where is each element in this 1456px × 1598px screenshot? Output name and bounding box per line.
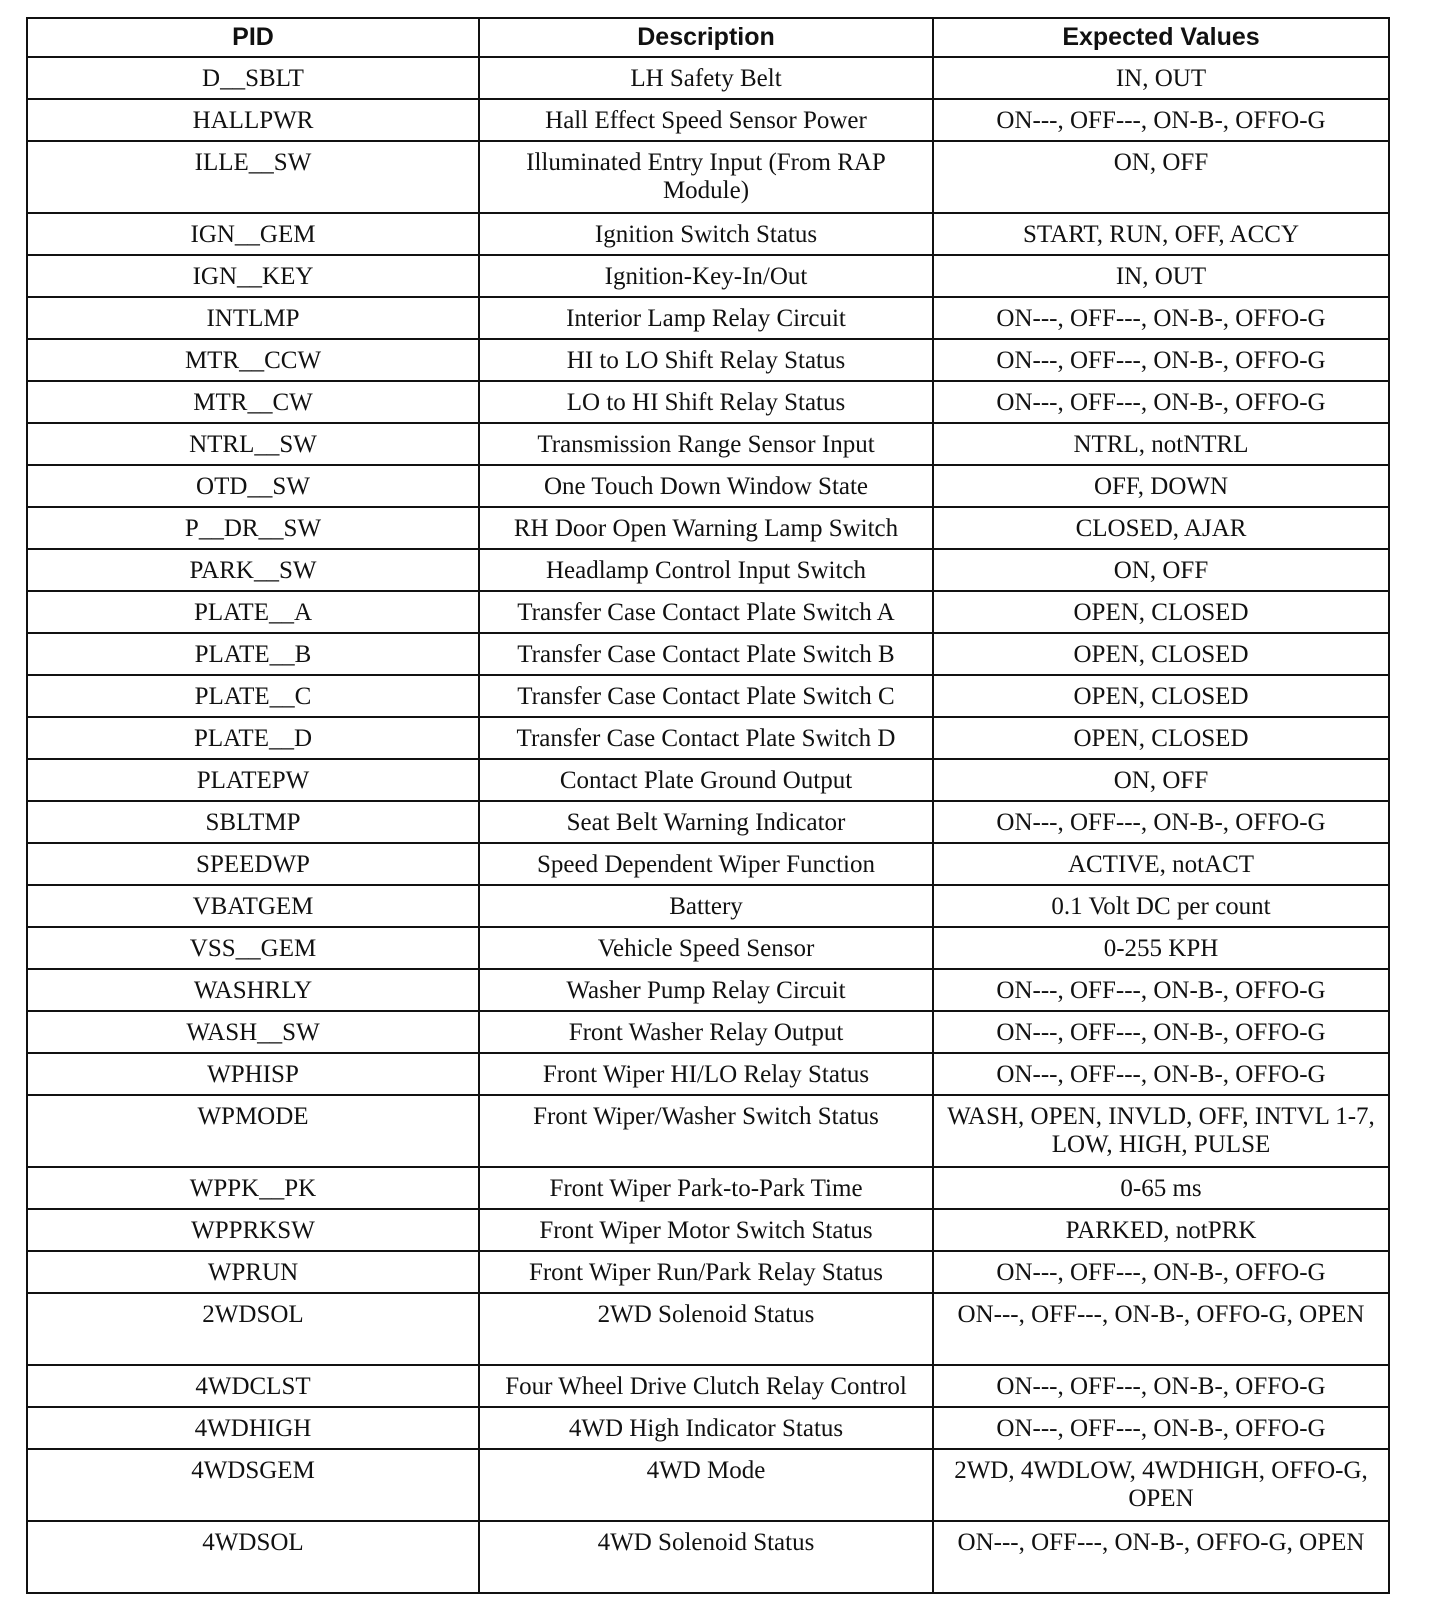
cell-description: Illuminated Entry Input (From RAP Module)	[479, 141, 933, 213]
header-row	[27, 18, 1389, 57]
table-row	[27, 1365, 1389, 1407]
table-row	[27, 1293, 1389, 1365]
table-row	[27, 381, 1389, 423]
cell-pid: 4WDCLST	[27, 1365, 479, 1407]
table-row	[27, 927, 1389, 969]
table-row	[27, 141, 1389, 213]
cell-description: Washer Pump Relay Circuit	[479, 969, 933, 1011]
cell-expected-values: OPEN, CLOSED	[933, 591, 1389, 633]
cell-expected-values: ON, OFF	[933, 759, 1389, 801]
cell-pid: HALLPWR	[27, 99, 479, 141]
table-row	[27, 339, 1389, 381]
cell-pid: 4WDSOL	[27, 1521, 479, 1593]
cell-description: LH Safety Belt	[479, 57, 933, 99]
cell-pid: 4WDHIGH	[27, 1407, 479, 1449]
cell-description: Front Washer Relay Output	[479, 1011, 933, 1053]
cell-pid: INTLMP	[27, 297, 479, 339]
cell-pid: NTRL__SW	[27, 423, 479, 465]
cell-description: Transfer Case Contact Plate Switch D	[479, 717, 933, 759]
table-row	[27, 1095, 1389, 1167]
cell-pid: IGN__KEY	[27, 255, 479, 297]
table-header	[27, 18, 1389, 57]
table-row	[27, 759, 1389, 801]
cell-expected-values: ON---, OFF---, ON-B-, OFFO-G	[933, 1407, 1389, 1449]
table-body	[27, 57, 1389, 1593]
table-row	[27, 213, 1389, 255]
cell-description: Front Wiper HI/LO Relay Status	[479, 1053, 933, 1095]
cell-pid: WPRUN	[27, 1251, 479, 1293]
cell-pid: VBATGEM	[27, 885, 479, 927]
cell-description: 4WD High Indicator Status	[479, 1407, 933, 1449]
table-row	[27, 255, 1389, 297]
cell-description: Front Wiper Park-to-Park Time	[479, 1167, 933, 1209]
cell-pid: PARK__SW	[27, 549, 479, 591]
cell-description: Ignition Switch Status	[479, 213, 933, 255]
cell-expected-values: ON---, OFF---, ON-B-, OFFO-G	[933, 1365, 1389, 1407]
cell-pid: WPMODE	[27, 1095, 479, 1167]
cell-description: Hall Effect Speed Sensor Power	[479, 99, 933, 141]
cell-pid: ILLE__SW	[27, 141, 479, 213]
cell-expected-values: 0-255 KPH	[933, 927, 1389, 969]
table-row	[27, 1011, 1389, 1053]
cell-pid: WPPK__PK	[27, 1167, 479, 1209]
cell-expected-values: ON---, OFF---, ON-B-, OFFO-G	[933, 969, 1389, 1011]
cell-expected-values: 0-65 ms	[933, 1167, 1389, 1209]
cell-pid: WPPRKSW	[27, 1209, 479, 1251]
cell-description: Four Wheel Drive Clutch Relay Control	[479, 1365, 933, 1407]
table-row	[27, 675, 1389, 717]
table-row	[27, 843, 1389, 885]
cell-pid: PLATE__B	[27, 633, 479, 675]
table-row	[27, 633, 1389, 675]
cell-description: Transfer Case Contact Plate Switch A	[479, 591, 933, 633]
header-pid: PID	[27, 18, 479, 57]
pid-table	[26, 17, 1390, 1594]
cell-expected-values: 2WD, 4WDLOW, 4WDHIGH, OFFO-G, OPEN	[933, 1449, 1389, 1521]
cell-pid: 2WDSOL	[27, 1293, 479, 1365]
cell-expected-values: ON---, OFF---, ON-B-, OFFO-G	[933, 99, 1389, 141]
cell-expected-values: IN, OUT	[933, 57, 1389, 99]
table-row	[27, 549, 1389, 591]
cell-description: Headlamp Control Input Switch	[479, 549, 933, 591]
cell-expected-values: ON---, OFF---, ON-B-, OFFO-G	[933, 297, 1389, 339]
cell-description: Front Wiper Run/Park Relay Status	[479, 1251, 933, 1293]
cell-pid: VSS__GEM	[27, 927, 479, 969]
cell-description: Transfer Case Contact Plate Switch B	[479, 633, 933, 675]
cell-pid: WPHISP	[27, 1053, 479, 1095]
cell-expected-values: OPEN, CLOSED	[933, 633, 1389, 675]
table-row	[27, 99, 1389, 141]
table-row	[27, 507, 1389, 549]
cell-expected-values: ACTIVE, notACT	[933, 843, 1389, 885]
cell-pid: P__DR__SW	[27, 507, 479, 549]
table-row	[27, 969, 1389, 1011]
cell-pid: MTR__CW	[27, 381, 479, 423]
cell-expected-values: ON---, OFF---, ON-B-, OFFO-G	[933, 801, 1389, 843]
table-row	[27, 423, 1389, 465]
cell-description: Battery	[479, 885, 933, 927]
cell-pid: PLATE__D	[27, 717, 479, 759]
table-row	[27, 1251, 1389, 1293]
cell-pid: WASHRLY	[27, 969, 479, 1011]
table-row	[27, 591, 1389, 633]
cell-expected-values: OPEN, CLOSED	[933, 717, 1389, 759]
cell-description: HI to LO Shift Relay Status	[479, 339, 933, 381]
cell-expected-values: ON---, OFF---, ON-B-, OFFO-G	[933, 1053, 1389, 1095]
cell-expected-values: ON---, OFF---, ON-B-, OFFO-G, OPEN	[933, 1521, 1389, 1593]
table-row	[27, 885, 1389, 927]
cell-expected-values: 0.1 Volt DC per count	[933, 885, 1389, 927]
cell-pid: PLATE__A	[27, 591, 479, 633]
cell-description: Contact Plate Ground Output	[479, 759, 933, 801]
cell-expected-values: ON---, OFF---, ON-B-, OFFO-G	[933, 381, 1389, 423]
header-expected-values: Expected Values	[933, 18, 1389, 57]
cell-pid: MTR__CCW	[27, 339, 479, 381]
cell-expected-values: CLOSED, AJAR	[933, 507, 1389, 549]
cell-expected-values: ON, OFF	[933, 141, 1389, 213]
cell-description: 4WD Solenoid Status	[479, 1521, 933, 1593]
table-row	[27, 717, 1389, 759]
table-row	[27, 1449, 1389, 1521]
cell-pid: PLATE__C	[27, 675, 479, 717]
cell-pid: SBLTMP	[27, 801, 479, 843]
cell-description: Ignition-Key-In/Out	[479, 255, 933, 297]
cell-expected-values: START, RUN, OFF, ACCY	[933, 213, 1389, 255]
table-row	[27, 1053, 1389, 1095]
cell-expected-values: NTRL, notNTRL	[933, 423, 1389, 465]
table-row	[27, 57, 1389, 99]
cell-expected-values: PARKED, notPRK	[933, 1209, 1389, 1251]
table-row	[27, 1167, 1389, 1209]
cell-pid: PLATEPW	[27, 759, 479, 801]
cell-description: LO to HI Shift Relay Status	[479, 381, 933, 423]
cell-expected-values: ON---, OFF---, ON-B-, OFFO-G, OPEN	[933, 1293, 1389, 1365]
cell-description: Transfer Case Contact Plate Switch C	[479, 675, 933, 717]
cell-pid: IGN__GEM	[27, 213, 479, 255]
cell-description: Front Wiper Motor Switch Status	[479, 1209, 933, 1251]
cell-description: Front Wiper/Washer Switch Status	[479, 1095, 933, 1167]
table-row	[27, 465, 1389, 507]
table-row	[27, 1209, 1389, 1251]
cell-pid: D__SBLT	[27, 57, 479, 99]
cell-description: One Touch Down Window State	[479, 465, 933, 507]
cell-expected-values: OFF, DOWN	[933, 465, 1389, 507]
cell-description: Transmission Range Sensor Input	[479, 423, 933, 465]
cell-pid: WASH__SW	[27, 1011, 479, 1053]
cell-description: RH Door Open Warning Lamp Switch	[479, 507, 933, 549]
cell-expected-values: IN, OUT	[933, 255, 1389, 297]
cell-expected-values: OPEN, CLOSED	[933, 675, 1389, 717]
cell-description: 2WD Solenoid Status	[479, 1293, 933, 1365]
cell-description: Seat Belt Warning Indicator	[479, 801, 933, 843]
cell-expected-values: ON---, OFF---, ON-B-, OFFO-G	[933, 339, 1389, 381]
cell-pid: SPEEDWP	[27, 843, 479, 885]
cell-pid: 4WDSGEM	[27, 1449, 479, 1521]
cell-description: Vehicle Speed Sensor	[479, 927, 933, 969]
cell-expected-values: ON, OFF	[933, 549, 1389, 591]
cell-pid: OTD__SW	[27, 465, 479, 507]
cell-expected-values: WASH, OPEN, INVLD, OFF, INTVL 1-7, LOW, HIGH, PULSE	[933, 1095, 1389, 1167]
header-description: Description	[479, 18, 933, 57]
table-row	[27, 1407, 1389, 1449]
table-row	[27, 297, 1389, 339]
cell-expected-values: ON---, OFF---, ON-B-, OFFO-G	[933, 1251, 1389, 1293]
cell-description: 4WD Mode	[479, 1449, 933, 1521]
cell-expected-values: ON---, OFF---, ON-B-, OFFO-G	[933, 1011, 1389, 1053]
table-row	[27, 801, 1389, 843]
table-row	[27, 1521, 1389, 1593]
cell-description: Speed Dependent Wiper Function	[479, 843, 933, 885]
cell-description: Interior Lamp Relay Circuit	[479, 297, 933, 339]
